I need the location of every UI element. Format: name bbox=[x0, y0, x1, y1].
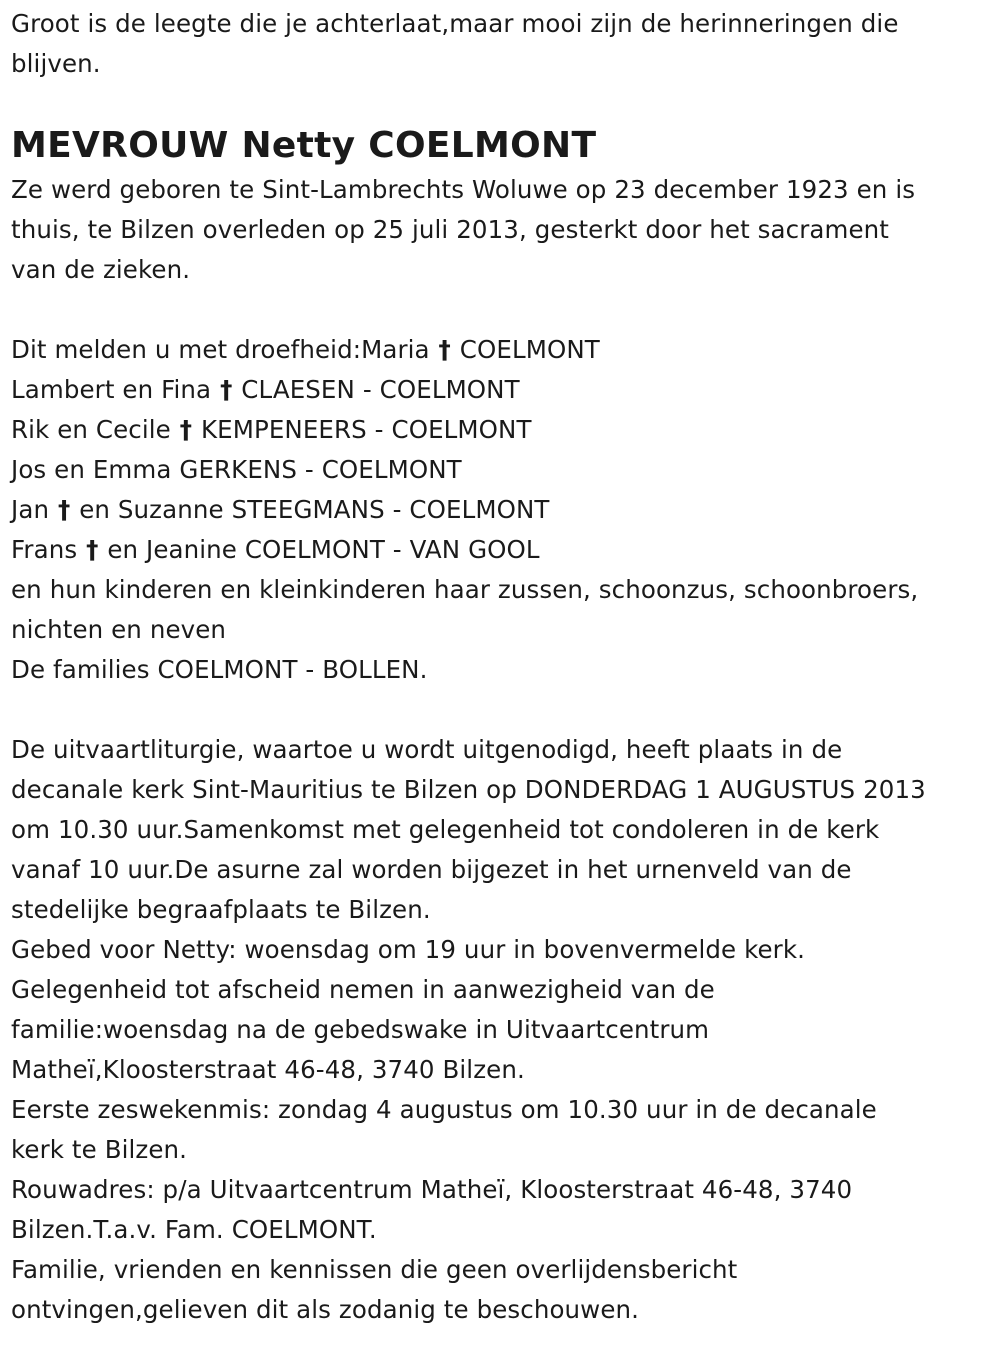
mourner-line: nichten en neven bbox=[11, 615, 227, 644]
deceased-name-heading: MEVROUW Netty COELMONT bbox=[11, 125, 597, 166]
intro-quote bbox=[11, 4, 986, 84]
detail-line: vanaf 10 uur.De asurne zal worden bijgezet in het urnenveld van de bbox=[11, 855, 852, 884]
detail-line: Bilzen.T.a.v. Fam. COELMONT. bbox=[11, 1215, 377, 1244]
obituary-text bbox=[11, 4, 986, 1330]
paragraph-gap bbox=[11, 690, 986, 730]
mourner-line bbox=[11, 490, 986, 530]
mourner-line bbox=[11, 370, 986, 410]
mourner-line: De families COELMONT - BOLLEN. bbox=[11, 655, 428, 684]
detail-line: decanale kerk Sint-Mauritius te Bilzen op DONDERDAG 1 AUGUSTUS 2013 bbox=[11, 775, 926, 804]
detail-line: Eerste zeswekenmis: zondag 4 augustus om 10.30 uur in de decanale bbox=[11, 1095, 877, 1124]
detail-line: ontvingen,gelieven dit als zodanig te beschouwen. bbox=[11, 1295, 640, 1324]
mourners-list bbox=[11, 330, 986, 690]
mourner-text: CLAESEN - COELMONT bbox=[233, 375, 520, 404]
detail-line: Gelegenheid tot afscheid nemen in aanwezigheid van de bbox=[11, 975, 715, 1004]
mourner-line: en hun kinderen en kleinkinderen haar zussen, schoonzus, schoonbroers, bbox=[11, 575, 919, 604]
birth-line: Ze werd geboren te Sint-Lambrechts Woluwe op 23 december 1923 en is bbox=[11, 175, 916, 204]
detail-line: De uitvaartliturgie, waartoe u wordt uitgenodigd, heeft plaats in de bbox=[11, 735, 843, 764]
cross-icon: † bbox=[86, 535, 99, 564]
detail-line: Matheï,Kloosterstraat 46-48, 3740 Bilzen. bbox=[11, 1055, 525, 1084]
mourner-text: COELMONT bbox=[451, 335, 600, 364]
paragraph-gap bbox=[11, 290, 986, 330]
birth-death-paragraph bbox=[11, 170, 986, 290]
intro-line: Groot is de leegte die je achterlaat,maar mooi zijn de herinneringen die bbox=[11, 9, 899, 38]
detail-line: stedelijke begraafplaats te Bilzen. bbox=[11, 895, 431, 924]
mourner-text: KEMPENEERS - COELMONT bbox=[193, 415, 532, 444]
mourner-line bbox=[11, 330, 986, 370]
mourner-line bbox=[11, 410, 986, 450]
funeral-details bbox=[11, 730, 986, 1330]
mourner-text: en Jeanine COELMONT - VAN GOOL bbox=[99, 535, 540, 564]
mourner-text: Frans bbox=[11, 535, 86, 564]
detail-line: Rouwadres: p/a Uitvaartcentrum Matheï, Kloosterstraat 46-48, 3740 bbox=[11, 1175, 853, 1204]
cross-icon: † bbox=[57, 495, 71, 524]
intro-line: blijven. bbox=[11, 49, 101, 78]
mourner-line bbox=[11, 530, 986, 570]
detail-line: Familie, vrienden en kennissen die geen overlijdensbericht bbox=[11, 1255, 738, 1284]
mourner-text: Jan bbox=[11, 495, 57, 524]
mourner-text: Lambert en Fina bbox=[11, 375, 220, 404]
detail-line: familie:woensdag na de gebedswake in Uitvaartcentrum bbox=[11, 1015, 710, 1044]
mourner-line: Jos en Emma GERKENS - COELMONT bbox=[11, 455, 462, 484]
cross-icon: † bbox=[179, 415, 193, 444]
mourner-text: Rik en Cecile bbox=[11, 415, 179, 444]
detail-line: om 10.30 uur.Samenkomst met gelegenheid tot condoleren in de kerk bbox=[11, 815, 880, 844]
detail-line: Gebed voor Netty: woensdag om 19 uur in bovenvermelde kerk. bbox=[11, 935, 806, 964]
detail-line: kerk te Bilzen. bbox=[11, 1135, 188, 1164]
mourner-text: en Suzanne STEEGMANS - COELMONT bbox=[71, 495, 550, 524]
cross-icon: † bbox=[220, 375, 233, 404]
birth-line: van de zieken. bbox=[11, 255, 191, 284]
birth-line: thuis, te Bilzen overleden op 25 juli 2013, gesterkt door het sacrament bbox=[11, 215, 889, 244]
cross-icon: † bbox=[438, 335, 451, 364]
mourner-text: Dit melden u met droefheid:Maria bbox=[11, 335, 438, 364]
